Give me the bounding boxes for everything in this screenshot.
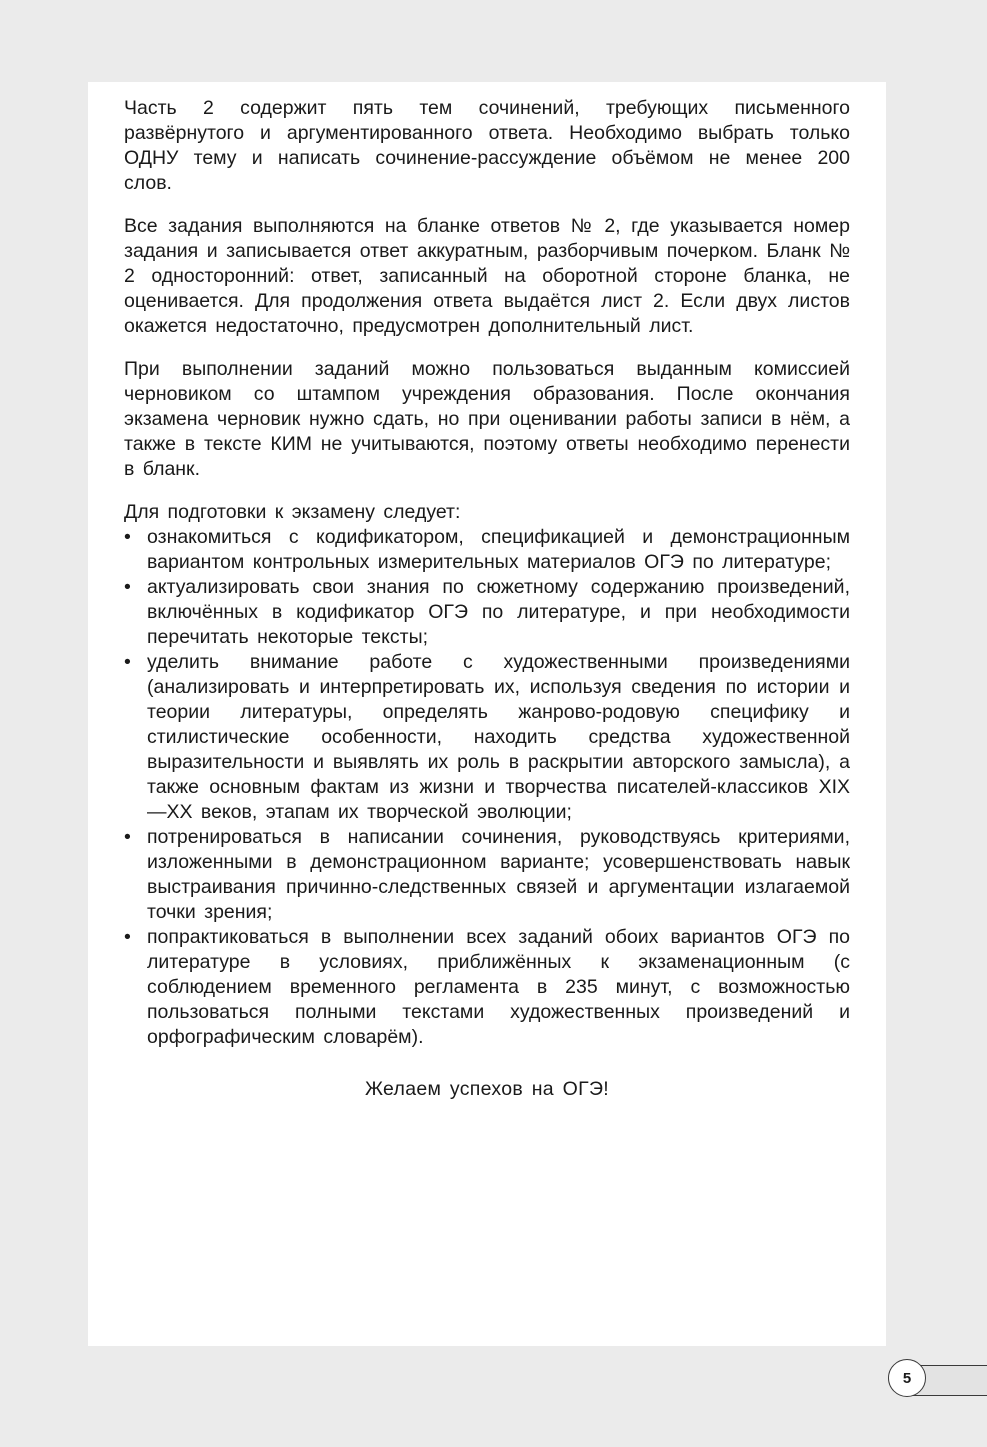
paragraph-part2: Часть 2 содержит пять тем сочинений, требующих письменного развёрнутого и аргументированного ответа. Необходимо выбрать только ОДНУ тему и написать сочинение-рассуждение объёмом не менее 200 слов. bbox=[124, 97, 850, 194]
preparation-lead: Для подготовки к экзамену следует: bbox=[124, 501, 461, 523]
bullet-icon: • bbox=[124, 651, 131, 673]
paragraph-answer-form: Все задания выполняются на бланке ответов № 2, где указывается номер задания и записывается ответ аккуратным, разборчивым почерком. Бланк № 2 односторонний: ответ, записанный на оборотной стороне бланка, не оценивается. Для продолжения ответа выдаётся лист 2. Если двух листов окажется недостаточно, предусмотрен дополнительный лист. bbox=[124, 215, 850, 337]
page-content bbox=[124, 96, 850, 1120]
paragraph-draft: При выполнении заданий можно пользоваться выданным комиссией черновиком со штампом учреждения образования. После окончания экзамена черновик нужно сдать, но при оценивании работы записи в нём, а также в тексте КИМ не учитываются, поэтому ответы необходимо перенести в бланк. bbox=[124, 358, 850, 480]
closing-wish: Желаем успехов на ОГЭ! bbox=[364, 1078, 610, 1100]
bullet-icon: • bbox=[124, 576, 131, 598]
bullet-icon: • bbox=[124, 826, 131, 848]
list-item bbox=[124, 925, 850, 1050]
page-sheet bbox=[88, 82, 886, 1346]
list-item-text: уделить внимание работе с художественными произведениями (анализировать и интерпретировать их, используя сведения по истории и теории литературы, определять жанрово-родовую специфику и стилистические особенности, находить средства художественной выразительности и выявлять их роль в раскрытии авторского замысла), а также основным фактам из жизни и творчества писателей-классиков XIX—XX веков, этапам их творческой эволюции; bbox=[147, 651, 850, 823]
bullet-icon: • bbox=[124, 926, 131, 948]
bullet-icon: • bbox=[124, 526, 131, 548]
list-item bbox=[124, 525, 850, 575]
list-item-text: попрактиковаться в выполнении всех заданий обоих вариантов ОГЭ по литературе в условиях, приближённых к экзаменационным (с соблюдением временного регламента в 235 минут, с возможностью пользоваться полными текстами художественных произведений и орфографическим словарём). bbox=[147, 926, 850, 1048]
list-item bbox=[124, 650, 850, 825]
list-item-text: ознакомиться с кодификатором, спецификацией и демонстрационным вариантом контрольных измерительных материалов ОГЭ по литературе; bbox=[147, 526, 850, 573]
list-item bbox=[124, 825, 850, 925]
list-item bbox=[124, 575, 850, 650]
list-item-text: потренироваться в написании сочинения, руководствуясь критериями, изложенными в демонстрационном варианте; усовершенствовать навык выстраивания причинно-следственных связей и аргументации излагаемой точки зрения; bbox=[147, 826, 850, 923]
preparation-list bbox=[124, 525, 850, 1050]
list-item-text: актуализировать свои знания по сюжетному содержанию произведений, включённых в кодификатор ОГЭ по литературе, и при необходимости перечитать некоторые тексты; bbox=[147, 576, 850, 648]
page-number: 5 bbox=[888, 1359, 926, 1397]
